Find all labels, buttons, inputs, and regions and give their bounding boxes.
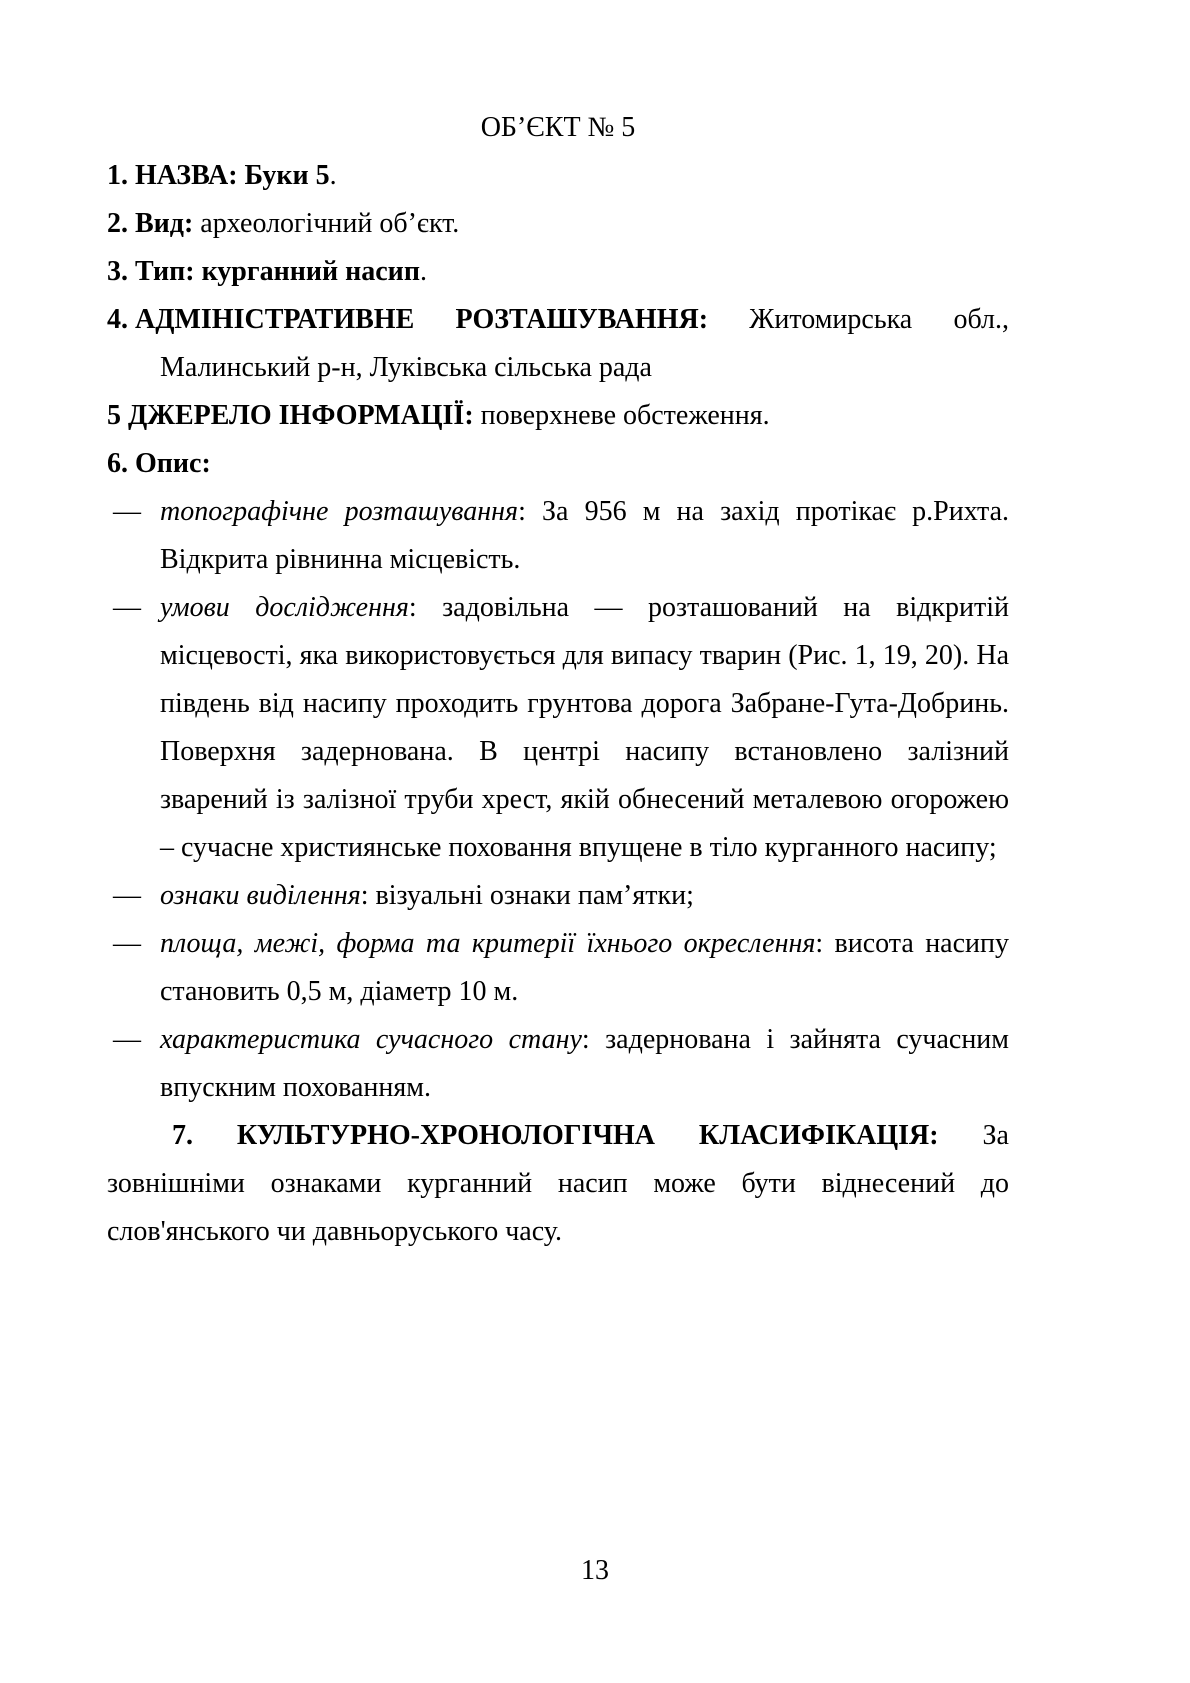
description-item-text: : висота насипу становить 0,5 м, діаметр 10 м. [160,928,1009,1007]
item-1-name [107,152,1009,200]
item-7-label: 7. КУЛЬТУРНО-ХРОНОЛОГІЧНА КЛАСИФІКАЦІЯ: [172,1120,939,1151]
item-7-cultural-chronological-classification [107,1112,1009,1256]
description-item-research-conditions [107,584,1009,872]
item-5-label: 5 ДЖЕРЕЛО ІНФОРМАЦІЇ: [107,400,474,431]
dash-marker: — [113,592,141,623]
description-item-current-state [107,1016,1009,1112]
description-item-text: : задовільна — розташований на відкритій місцевості, яка використовується для випасу тварин (Рис. 1, 19, 20). На південь від насипу проходить грунтова дорога Забране-Гута-Добринь. Поверхня задернована. В центрі насипу встановлено залізний зварений із залізної труби хрест, якій обнесений металевою огорожею – сучасне християнське поховання впущене в тіло курганного насипу; [160,592,1009,863]
description-item-text: : задернована і зайнята сучасним впускним похованням. [160,1024,1010,1103]
item-4-administrative-location [107,296,1009,392]
description-item-identification-signs [107,872,1009,920]
dash-marker: — [113,880,141,911]
description-item-lead: топографічне розташування [160,496,519,527]
description-item-lead: площа, межі, форма та критерії їхнього окреслення [160,928,816,959]
dash-marker: — [113,496,141,527]
item-5-information-source [107,392,1009,440]
description-item-text: : візуальні ознаки пам’ятки; [360,880,694,911]
dash-marker: — [113,928,141,959]
item-6-description-heading [107,440,1009,488]
item-7-text: За зовнішніми ознаками курганний насип може бути віднесений до слов'янського чи давньоруського часу. [107,1120,1009,1247]
item-2-kind [107,200,1009,248]
description-item-area-borders [107,920,1009,1016]
description-item-lead: ознаки виділення [160,880,361,911]
description-item-lead: умови дослідження [160,592,409,623]
item-2-text: археологічний об’єкт. [193,208,460,239]
item-4-line-2: Малинський р-н, Луківська сільська рада [160,352,652,383]
description-item-lead: характеристика сучасного стану [160,1024,582,1055]
description-item-topography [107,488,1009,584]
item-4-label-part-2: РОЗТАШУВАННЯ: [455,304,709,335]
item-3-type [107,248,1009,296]
description-item-text: : За 956 м на захід протікає р.Рихта. Відкрита рівнинна місцевість. [160,496,1010,575]
item-1-text: . [329,160,337,191]
item-3-text: . [419,256,427,287]
item-4-line-1 [107,296,1009,344]
item-2-label: 2. Вид: [107,208,194,239]
item-6-label: 6. Опис: [107,448,211,479]
page-title: ОБ’ЄКТ № 5 [480,112,636,143]
item-4-value-part-2: обл., [953,304,1009,335]
document-content [107,104,1009,1256]
item-5-text: поверхневе обстеження. [473,400,770,431]
item-4-label-part-1: 4. АДМІНІСТРАТИВНЕ [107,304,415,335]
page-number: 13 [581,1555,609,1586]
item-1-label: 1. НАЗВА: Буки 5 [107,160,330,191]
dash-marker: — [113,1024,141,1055]
item-4-value-part-1: Житомирська [749,304,913,335]
item-3-label: 3. Тип: курганний насип [107,256,420,287]
